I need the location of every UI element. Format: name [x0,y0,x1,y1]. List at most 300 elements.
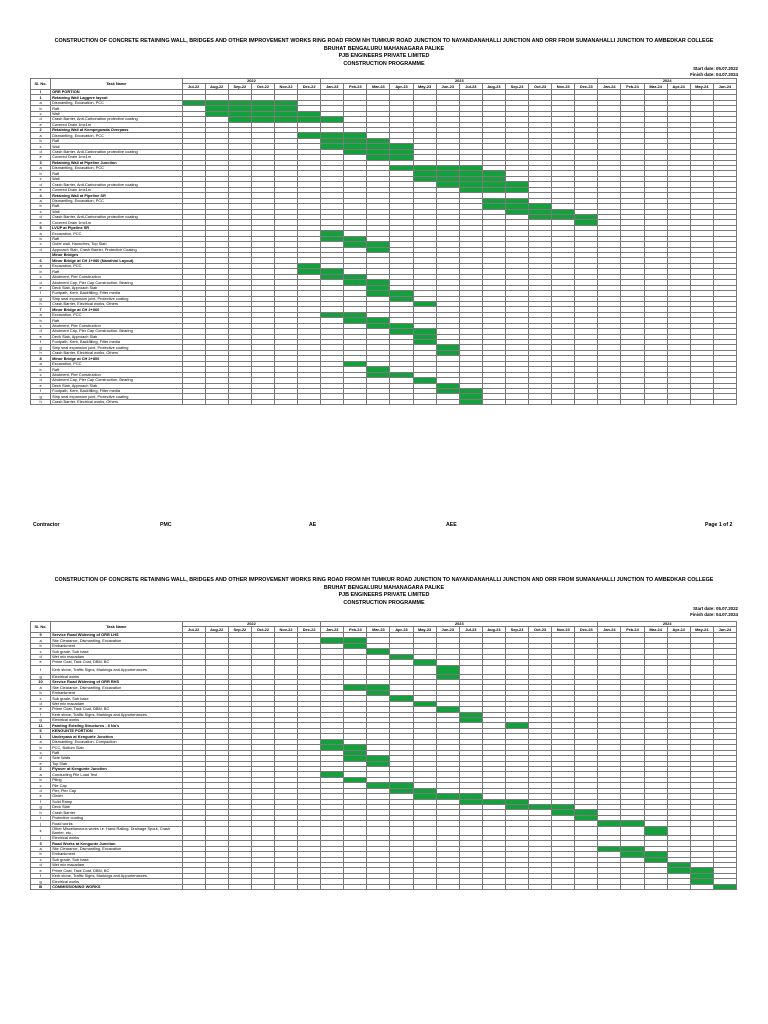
task-sl-no: f [31,712,51,717]
schedule-cell [413,399,436,404]
task-sl-no: b [31,777,51,782]
month-header: Mar-23 [367,627,390,632]
task-name: Raft [51,367,183,372]
schedule-cell [367,826,390,835]
month-header: Jan-23 [321,627,344,632]
sl-no-header: Sl. No. [31,622,51,633]
schedule-bar-cell [436,665,459,674]
task-sl-no: c [31,323,51,328]
schedule-cell [205,399,228,404]
schedule-cell [436,884,459,889]
month-header: Dec-22 [298,627,321,632]
schedule-cell [390,884,413,889]
task-sl-no: k [31,826,51,835]
task-name: Other Miscellaneous works i.e. Hand Railing, Drainage Spout, Crash Barrier, etc., [51,826,183,835]
schedule-cell [274,826,297,835]
task-name: Site Clearance, Dismantling, Excavation [51,685,183,690]
task-name: PCC, Bottom Slab [51,745,183,750]
task-name: Wall [51,144,183,149]
schedule-cell [344,399,367,404]
aee-signature-label: AEE [446,522,457,528]
task-row [31,665,737,674]
schedule-cell [251,399,274,404]
schedule-cell [390,399,413,404]
month-header: Aug-22 [205,627,228,632]
task-name: Piling [51,777,183,782]
task-sl-no: e [31,707,51,712]
schedule-cell [690,399,713,404]
year-header: 2024 [598,622,737,627]
task-sl-no: a [31,739,51,744]
month-header: Oct-23 [529,84,552,89]
month-header: Sep-22 [228,84,251,89]
schedule-cell [274,884,297,889]
month-header: Jun-24 [713,627,736,632]
task-name: Top Slab [51,761,183,766]
task-sl-no: 3 [31,160,51,165]
task-name: Raft [51,236,183,241]
task-name-header: Task Name [51,79,183,90]
schedule-cell [621,665,644,674]
programme-title: CONSTRUCTION PROGRAMME [343,599,425,606]
schedule-cell [552,884,575,889]
task-name: Pier, Pier Cap [51,788,183,793]
schedule-cell [367,884,390,889]
task-sl-no: a [31,361,51,366]
task-sl-no: f [31,388,51,393]
start-date: Start date: 05.07.2022 [693,606,738,611]
task-name: Wet mix macadam [51,654,183,659]
month-header: Sep-22 [228,627,251,632]
task-sl-no: l [31,835,51,840]
schedule-cell [298,826,321,835]
task-sl-no: g [31,345,51,350]
task-sl-no: 10 [31,679,51,684]
task-name: Excavation, PCC [51,361,183,366]
schedule-cell [505,884,528,889]
month-header: Apr-24 [667,627,690,632]
task-name: Covered Drain 1mx1m [51,187,183,192]
task-row [31,399,737,404]
task-name: Kerb stone, Traffic Signs, Markings and Appurtenances [51,665,183,674]
schedule-cell [505,665,528,674]
task-name: Strip seal expansion joint, Protective coating [51,296,183,301]
task-name: Raft [51,269,183,274]
task-sl-no: f [31,799,51,804]
task-sl-no: c [31,783,51,788]
month-header: Apr-23 [390,627,413,632]
schedule-cell [251,826,274,835]
task-name: Retaining Wall Laggere layout [51,95,183,100]
schedule-cell [529,826,552,835]
task-sl-no: e [31,383,51,388]
gantt-table [30,78,737,405]
task-name: Wall [51,209,183,214]
task-name: Minor Bridge at CH 1+080 (Nandhini Layout) [51,258,183,263]
task-sl-no: I [31,89,51,94]
task-sl-no: a [31,685,51,690]
task-sl-no: h [31,399,51,404]
task-name: Abutment Cap, Pier Cap Construction, Bearing [51,378,183,383]
task-sl-no: b [31,367,51,372]
task-name: Raft [51,750,183,755]
task-name: Prime Coat, Tack Coat, DBM, BC [51,868,183,873]
task-sl-no: a [31,772,51,777]
task-name: Approach Slab, Crash Barrier, Protective Coating [51,247,183,252]
task-name: Flyover at Kengunte Junction [51,766,183,771]
task-sl-no: d [31,149,51,154]
schedule-cell [182,399,205,404]
task-name: COMMISSIONING WORKS [51,884,183,889]
schedule-cell [575,665,598,674]
task-name: Covered Drain 1mx1m [51,122,183,127]
schedule-cell [205,884,228,889]
schedule-cell [298,884,321,889]
task-sl-no: b [31,236,51,241]
task-sl-no: d [31,862,51,867]
schedule-cell [644,399,667,404]
task-sl-no: g [31,394,51,399]
date-block [690,66,738,77]
schedule-cell [321,399,344,404]
schedule-cell [644,665,667,674]
task-name: Abutment Cap, Pier Cap Construction, Bearing [51,329,183,334]
schedule-cell [598,884,621,889]
task-name: KENGUNTE PORTION [51,728,183,733]
task-sl-no: b [31,269,51,274]
schedule-cell [713,399,736,404]
task-name: Crash Barrier, Electrical works, Others [51,301,183,306]
task-name: Wet mix macadam [51,862,183,867]
task-sl-no: 7 [31,307,51,312]
schedule-cell [344,826,367,835]
task-name: Raft [51,106,183,111]
task-sl-no: a [31,198,51,203]
task-sl-no: e [31,868,51,873]
task-sl-no: a [31,166,51,171]
task-sl-no: 6 [31,258,51,263]
task-name: Deck Slab, Approach Slab [51,285,183,290]
task-name-header: Task Name [51,622,183,633]
schedule-cell [459,884,482,889]
task-name: Wall [51,176,183,181]
task-name: Prime Coat, Tack Coat, DBM, BC [51,660,183,665]
task-name: Sub grade, Sub base [51,696,183,701]
schedule-cell [505,399,528,404]
task-name: Underpass at Kengunte Junction [51,734,183,739]
task-sl-no: a [31,263,51,268]
month-header: Jul-22 [182,84,205,89]
schedule-cell [575,826,598,835]
task-sl-no: 5 [31,225,51,230]
task-name: Sub grade, Sub base [51,649,183,654]
task-sl-no: II [31,728,51,733]
task-sl-no: 1 [31,734,51,739]
month-header: Jul-23 [459,84,482,89]
schedule-cell [529,665,552,674]
task-sl-no: b [31,106,51,111]
schedule-cell [390,665,413,674]
task-sl-no: 11 [31,723,51,728]
task-name: Girder [51,794,183,799]
schedule-cell [690,665,713,674]
month-header: Feb-23 [344,627,367,632]
contractor-signature-label: Contractor [33,522,60,528]
schedule-cell [251,665,274,674]
schedule-cell [182,665,205,674]
year-header: 2024 [598,79,737,84]
schedule-cell [228,399,251,404]
task-sl-no: d [31,247,51,252]
schedule-cell [690,884,713,889]
task-name: Service Road Widening of ORR RHS [51,679,183,684]
task-name: Raft [51,171,183,176]
task-sl-no: f [31,340,51,345]
month-header: Nov-23 [552,84,575,89]
task-sl-no: b [31,171,51,176]
task-name: Dismantling, Excavation, Compaction [51,739,183,744]
task-name: Embankment [51,852,183,857]
task-sl-no: d [31,280,51,285]
task-name: Footpath, Kerb, Backfilling, Filter media [51,340,183,345]
task-sl-no: a [31,231,51,236]
month-header: Jan-24 [598,627,621,632]
month-header: Oct-23 [529,627,552,632]
schedule-cell [667,826,690,835]
task-sl-no: f [31,873,51,878]
sl-no-header: Sl. No. [31,79,51,90]
schedule-cell [182,826,205,835]
task-sl-no: b [31,318,51,323]
task-name: Abutment, Pier Construction [51,372,183,377]
month-header: Jan-23 [321,84,344,89]
schedule-cell [552,399,575,404]
task-sl-no: III [31,884,51,889]
document-heading [0,577,768,607]
schedule-cell [621,884,644,889]
schedule-cell [298,665,321,674]
task-name: Footpath, Kerb, Backfilling, Filter media [51,291,183,296]
schedule-cell [228,884,251,889]
task-sl-no: g [31,805,51,810]
year-header: 2023 [321,79,598,84]
programme-title: CONSTRUCTION PROGRAMME [343,60,425,67]
task-name: Abutment Cap, Pier Cap Construction, Bearing [51,280,183,285]
month-header: Aug-22 [205,84,228,89]
authority-name: BRUHAT BENGALURU MAHANAGARA PALIKE [323,584,445,591]
month-header: Jun-24 [713,84,736,89]
task-sl-no: a [31,312,51,317]
task-sl-no: j [31,821,51,826]
task-sl-no: c [31,857,51,862]
month-header: Dec-23 [575,627,598,632]
task-name: Crash Barrier, Electrical works, Others [51,350,183,355]
task-name: Retaining Wall at Pipeline Junction [51,160,183,165]
task-name: Outer wall, Haunches, Top Slab [51,242,183,247]
task-sl-no: 3 [31,841,51,846]
task-sl-no: d [31,756,51,761]
schedule-cell [621,826,644,835]
schedule-cell [436,399,459,404]
task-sl-no: c [31,649,51,654]
task-name: Abutment, Pier Construction [51,323,183,328]
schedule-cell [344,884,367,889]
task-name: Strip seal expansion joint, Protective coating [51,345,183,350]
task-sl-no: 2 [31,127,51,132]
task-name: Sub grade, Sub base [51,857,183,862]
page-two [0,512,768,1024]
task-sl-no: e [31,187,51,192]
task-sl-no: d [31,182,51,187]
month-header: May-24 [690,84,713,89]
task-sl-no: c [31,274,51,279]
gantt-table [30,621,737,890]
year-header: 2022 [182,622,321,627]
contractor-name: PJB ENGINEERS PRIVATE LIMITED [338,592,430,599]
schedule-cell [298,399,321,404]
schedule-cell [667,884,690,889]
schedule-cell [413,884,436,889]
month-header: Nov-23 [552,627,575,632]
task-name: Dismantling, Excavation, PCC [51,133,183,138]
start-date: Start date: 05.07.2022 [693,66,738,71]
task-sl-no: a [31,133,51,138]
task-name: Side Walls [51,756,183,761]
schedule-cell [367,665,390,674]
task-sl-no: f [31,291,51,296]
task-name: ORR PORTION [51,89,183,94]
month-header: Mar-24 [644,627,667,632]
year-header: 2022 [182,79,321,84]
task-name: Dismantling, Excavation, PCC [51,166,183,171]
month-header: Jun-23 [436,84,459,89]
task-name: Raft [51,138,183,143]
task-sl-no: h [31,810,51,815]
task-sl-no: 9 [31,632,51,637]
task-sl-no: d [31,654,51,659]
document-heading [0,38,768,68]
task-sl-no: c [31,696,51,701]
month-header: May-24 [690,627,713,632]
task-sl-no: d [31,329,51,334]
task-sl-no: b [31,643,51,648]
month-header: May-23 [413,627,436,632]
month-header: Aug-23 [482,84,505,89]
task-name: Solid Ramp [51,799,183,804]
task-name: Electrical works [51,718,183,723]
task-sl-no: d [31,214,51,219]
task-name: Deck Slab, Approach Slab [51,334,183,339]
task-sl-no: b [31,138,51,143]
task-sl-no: c [31,209,51,214]
schedule-cell [690,826,713,835]
task-name: Minor Bridges [51,253,183,258]
schedule-cell [344,665,367,674]
schedule-cell [598,665,621,674]
task-name: Embankment [51,690,183,695]
task-name: Deck Slab, Approach Slab [51,383,183,388]
task-name: Covered Drain 1mx1m [51,220,183,225]
month-header: May-23 [413,84,436,89]
task-sl-no: 4 [31,193,51,198]
month-header: Feb-24 [621,627,644,632]
month-header: Apr-23 [390,84,413,89]
month-header: Sep-23 [505,84,528,89]
task-name: Minor Bridge at CH 2+060 [51,307,183,312]
schedule-cell [667,399,690,404]
task-sl-no: f [31,665,51,674]
schedule-cell [182,884,205,889]
task-sl-no: g [31,718,51,723]
schedule-cell [482,826,505,835]
month-header: Dec-22 [298,84,321,89]
schedule-cell [321,665,344,674]
month-header: Nov-22 [274,627,297,632]
task-row [31,826,737,835]
schedule-cell [529,884,552,889]
schedule-cell [505,826,528,835]
authority-name: BRUHAT BENGALURU MAHANAGARA PALIKE [323,45,445,52]
task-name: LVUP at Pipeline SR [51,225,183,230]
month-header: Jan-24 [598,84,621,89]
task-sl-no: d [31,117,51,122]
schedule-cell [621,399,644,404]
schedule-cell [321,826,344,835]
task-sl-no: b [31,204,51,209]
month-header: Feb-23 [344,84,367,89]
schedule-cell [713,665,736,674]
task-sl-no: g [31,674,51,679]
task-sl-no: 2 [31,766,51,771]
task-name: Footpath, Kerb, Backfilling, Filter media [51,388,183,393]
task-name: Electrical works [51,879,183,884]
task-name: Crash Barrier [51,810,183,815]
schedule-cell [228,665,251,674]
schedule-bar-cell [459,399,482,404]
task-sl-no: h [31,301,51,306]
task-name: Conducting Pile Load Test [51,772,183,777]
schedule-cell [644,884,667,889]
task-sl-no: 1 [31,95,51,100]
task-name: Embankment [51,643,183,648]
task-name: Abutment, Pier Construction [51,274,183,279]
task-name: Kerb stone, Traffic Signs, Markings and Appurtenances [51,873,183,878]
task-sl-no: d [31,701,51,706]
task-name: Retaining Wall at Pipeline SR [51,193,183,198]
schedule-cell [575,399,598,404]
project-title: CONSTRUCTION OF CONCRETE RETAINING WALL, BRIDGES AND OTHER IMPROVEMENT WORKS RING ROAD FROM NH TUMKUR ROAD JUNCTION TO NAYANDANAHALLI JUNCTION AND ORR FROM SUMANAHALLI JUNCTION TO AMBEDKAR COLLEGE [54,577,714,583]
task-name: Strip seal expansion joint, Protective coating [51,394,183,399]
schedule-cell [552,665,575,674]
year-header: 2023 [321,622,598,627]
task-sl-no: e [31,794,51,799]
task-name: Retaining Wall at Kempegowda Overpass [51,127,183,132]
schedule-cell [598,399,621,404]
finish-date: Finish date: 04.07.2024 [690,71,738,77]
schedule-cell [598,826,621,835]
page-number: Page 1 of 2 [705,522,733,528]
task-sl-no: g [31,879,51,884]
ae-signature-label: AE [309,522,317,528]
task-sl-no: g [31,296,51,301]
schedule-cell [274,665,297,674]
task-sl-no: e [31,155,51,160]
month-header: Feb-24 [621,84,644,89]
task-sl-no: b [31,690,51,695]
month-header: Oct-22 [251,627,274,632]
contractor-name: PJB ENGINEERS PRIVATE LIMITED [338,53,430,60]
task-sl-no: 8 [31,356,51,361]
